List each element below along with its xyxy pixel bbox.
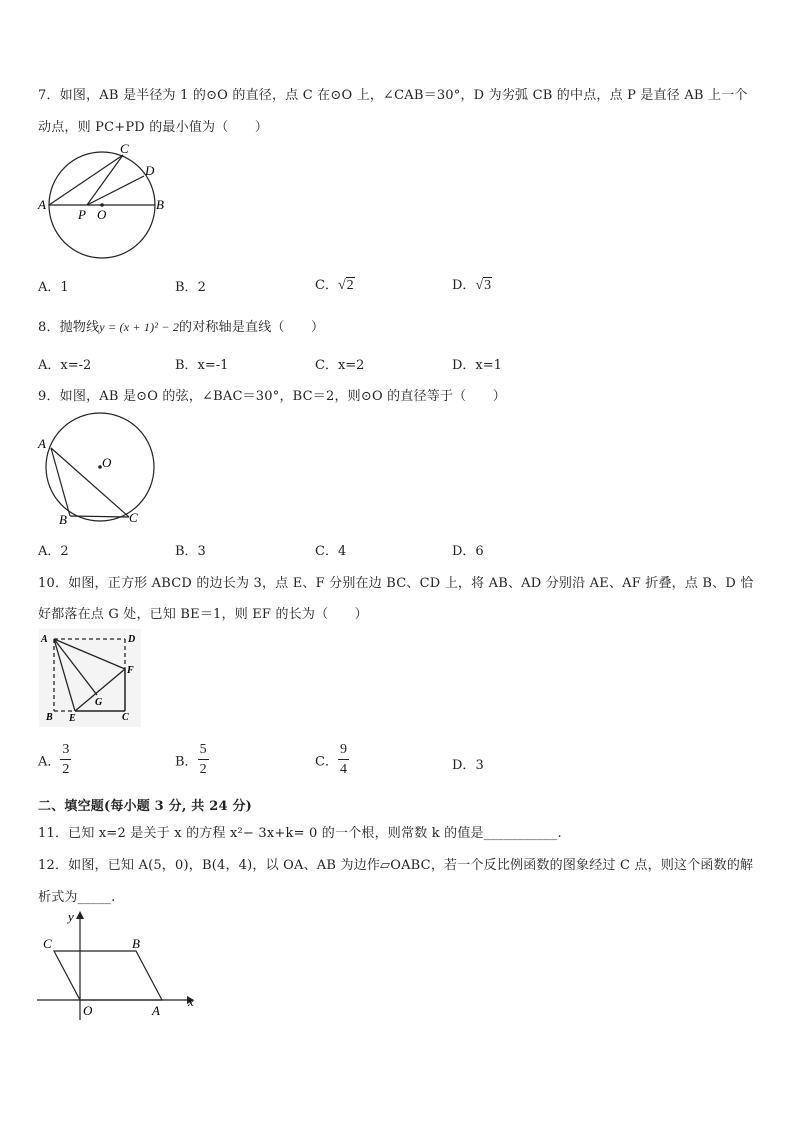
q7-option-a-letter: A． <box>38 280 61 295</box>
q10-label-e: E <box>69 713 76 724</box>
q10-option-b-denominator: 2 <box>199 762 207 777</box>
q7-option-a-value: 1 <box>60 280 69 295</box>
q10-option-a-letter: A． <box>38 754 61 770</box>
q12-stem-line1: 12．如图，已知 A(5，0)，B(4，4)，以 OA、AB 为边作▱OABC，若一个反比例函数的图象经过 C 点，则这个函数的解 <box>38 858 754 873</box>
q8-formula: y = (x + 1)² − 2 <box>99 320 180 334</box>
q9-label-c: C <box>129 510 138 525</box>
q12-label-x: x <box>188 994 194 1009</box>
q10-label-c: C <box>122 712 129 723</box>
q9-label-b: B <box>59 512 67 527</box>
section2-title: 二、填空题(每小题 3 分, 共 24 分) <box>38 799 252 814</box>
q10-option-d <box>452 754 484 773</box>
q8-option-b: B．x=-1 <box>175 358 229 373</box>
q12-y-axis-arrow-icon <box>76 911 84 919</box>
q9-label-a: A <box>38 436 46 451</box>
q8-option-d: D．x=1 <box>452 358 502 373</box>
q7-option-b-value: 2 <box>197 280 206 295</box>
q8-option-c: C．x=2 <box>315 358 365 373</box>
q7-option-c-letter: C． <box>315 278 338 293</box>
q10-option-a <box>38 743 71 777</box>
q10-label-d: D <box>128 634 136 645</box>
q10-option-b-letter: B． <box>175 754 198 770</box>
q12-label-o: O <box>83 1003 93 1018</box>
q12-label-c: C <box>43 936 52 951</box>
q7-option-b <box>175 276 206 295</box>
q7-label-b: B <box>156 197 164 212</box>
q7-option-d <box>452 274 492 294</box>
q10-label-g: G <box>95 697 103 708</box>
q7-option-d-value: 3 <box>484 278 492 293</box>
q8-option-a: A．x=-2 <box>38 358 92 373</box>
q7-segment-pc <box>87 155 123 205</box>
q9-circle-figure <box>34 410 164 528</box>
q7-stem-line1: 7．如图，AB 是半径为 1 的⊙O 的直径，点 C 在⊙O 上，∠CAB＝30°，D 为劣弧 CB 的中点，点 P 是直径 AB 上一个 <box>38 88 748 103</box>
q12-stem-line2: 析式为_____. <box>38 890 116 905</box>
q11-stem: 11．已知 x=2 是关于 x 的方程 x²− 3x+k= 0 的一个根，则常数 k 的值是___________. <box>38 826 562 841</box>
q10-stem-line1: 10．如图，正方形 ABCD 的边长为 3，点 E、F 分别在边 BC、CD 上，将 AB、AD 分别沿 AE、AF 折叠，点 B、D 恰 <box>38 576 754 591</box>
q10-label-b: B <box>46 712 53 723</box>
q10-option-b-fraction <box>198 743 209 777</box>
q7-label-d: D <box>145 163 155 178</box>
q8-stem-pre: 8．抛物线 <box>38 320 100 335</box>
q12-coordinate-figure <box>34 908 204 1020</box>
q7-option-c-sqrt: √2 <box>337 278 354 293</box>
q7-option-c-value: 2 <box>346 278 354 293</box>
q7-circle-figure <box>34 138 174 260</box>
q10-option-c-letter: C． <box>315 754 338 770</box>
q9-chord-ab <box>51 448 70 516</box>
q7-stem-line2: 动点，则 PC+PD 的最小值为（ ） <box>38 120 269 135</box>
q10-label-f: F <box>127 665 134 676</box>
q7-option-b-letter: B． <box>175 280 198 295</box>
q7-label-o: O <box>97 207 107 222</box>
q10-option-c-denominator: 4 <box>339 762 347 777</box>
q10-option-b-numerator: 5 <box>198 743 209 760</box>
q10-label-a: A <box>41 634 48 645</box>
q7-option-c <box>315 274 355 294</box>
q7-segment-pd <box>87 176 144 205</box>
q12-parallelogram-oabc <box>54 951 162 1000</box>
q12-label-b: B <box>132 936 140 951</box>
q12-label-a: A <box>152 1003 160 1018</box>
q7-option-a <box>38 276 69 295</box>
q10-square-figure <box>38 628 142 728</box>
q12-label-y: y <box>68 909 74 924</box>
q7-label-p: P <box>78 207 86 222</box>
q9-option-b: B．3 <box>175 544 206 559</box>
q10-option-a-denominator: 2 <box>62 762 70 777</box>
q9-option-c: C．4 <box>315 544 347 559</box>
q9-stem: 9．如图，AB 是⊙O 的弦，∠BAC＝30°，BC＝2，则⊙O 的直径等于（ ） <box>38 389 506 404</box>
q8-stem-post: 的对称轴是直线（ ） <box>179 320 325 335</box>
q7-segment-ac <box>49 155 123 205</box>
q10-option-c-fraction <box>338 743 349 777</box>
q8-stem <box>38 316 324 335</box>
q10-option-c-numerator: 9 <box>338 743 349 760</box>
q9-option-d: D．6 <box>452 544 484 559</box>
q9-label-o: O <box>102 455 112 470</box>
q7-label-c: C <box>120 141 129 156</box>
q10-option-a-numerator: 3 <box>60 743 71 760</box>
q7-option-d-letter: D． <box>452 278 476 293</box>
q9-option-a: A．2 <box>38 544 69 559</box>
q10-option-d-value: 3 <box>475 758 484 773</box>
q10-option-c <box>315 743 349 777</box>
q10-option-b <box>175 743 209 777</box>
q10-option-a-fraction <box>60 743 71 777</box>
q7-label-a: A <box>38 197 46 212</box>
q10-stem-line2: 好都落在点 G 处，已知 BE＝1，则 EF 的长为（ ） <box>38 607 368 622</box>
q7-option-d-sqrt: √3 <box>475 278 492 293</box>
q10-option-d-letter: D． <box>452 758 476 773</box>
